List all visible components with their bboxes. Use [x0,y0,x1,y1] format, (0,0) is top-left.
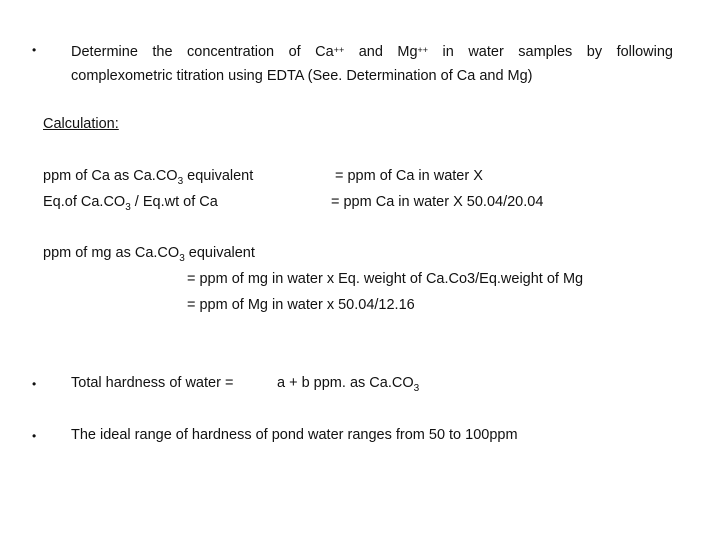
mg-line-3: = ppm of Mg in water x 50.04/12.16 [187,297,415,313]
intro-line-2: complexometric titration using EDTA (See. Determination of Ca and Mg) [71,68,533,84]
ca-right-line-2: = ppm Ca in water X 50.04/20.04 [331,194,544,210]
total-hardness-label: Total hardness of water = [71,375,234,391]
bullet-icon: • [32,429,37,443]
bullet-icon: • [32,43,37,57]
calculation-heading: Calculation: [43,116,119,132]
mg-line-2: = ppm of mg in water x Eq. weight of Ca.Co3/Eq.weight of Mg [187,271,584,287]
total-hardness-formula: a + b ppm. as $Ca.CO_3$ [277,375,420,394]
intro-paragraph [71,40,673,88]
mg-line-1: ppm of mg as $Ca.CO_3$ equivalent [43,245,255,264]
ideal-range-text: The ideal range of hardness of pond water ranges from 50 to 100ppm [71,427,518,443]
bullet-icon: • [32,377,37,391]
ca-right-line-1: = ppm of Ca in water X [335,168,483,184]
ca-left-line-1: ppm of Ca as $Ca.CO_3$ equivalent [43,168,254,187]
intro-line-1: Determine the concentration of Ca++ and Mg++ in water samples by following [71,44,673,60]
ca-left-line-2: Eq.of $Ca.CO_3 / Eq.wt$ of Ca [43,194,218,213]
